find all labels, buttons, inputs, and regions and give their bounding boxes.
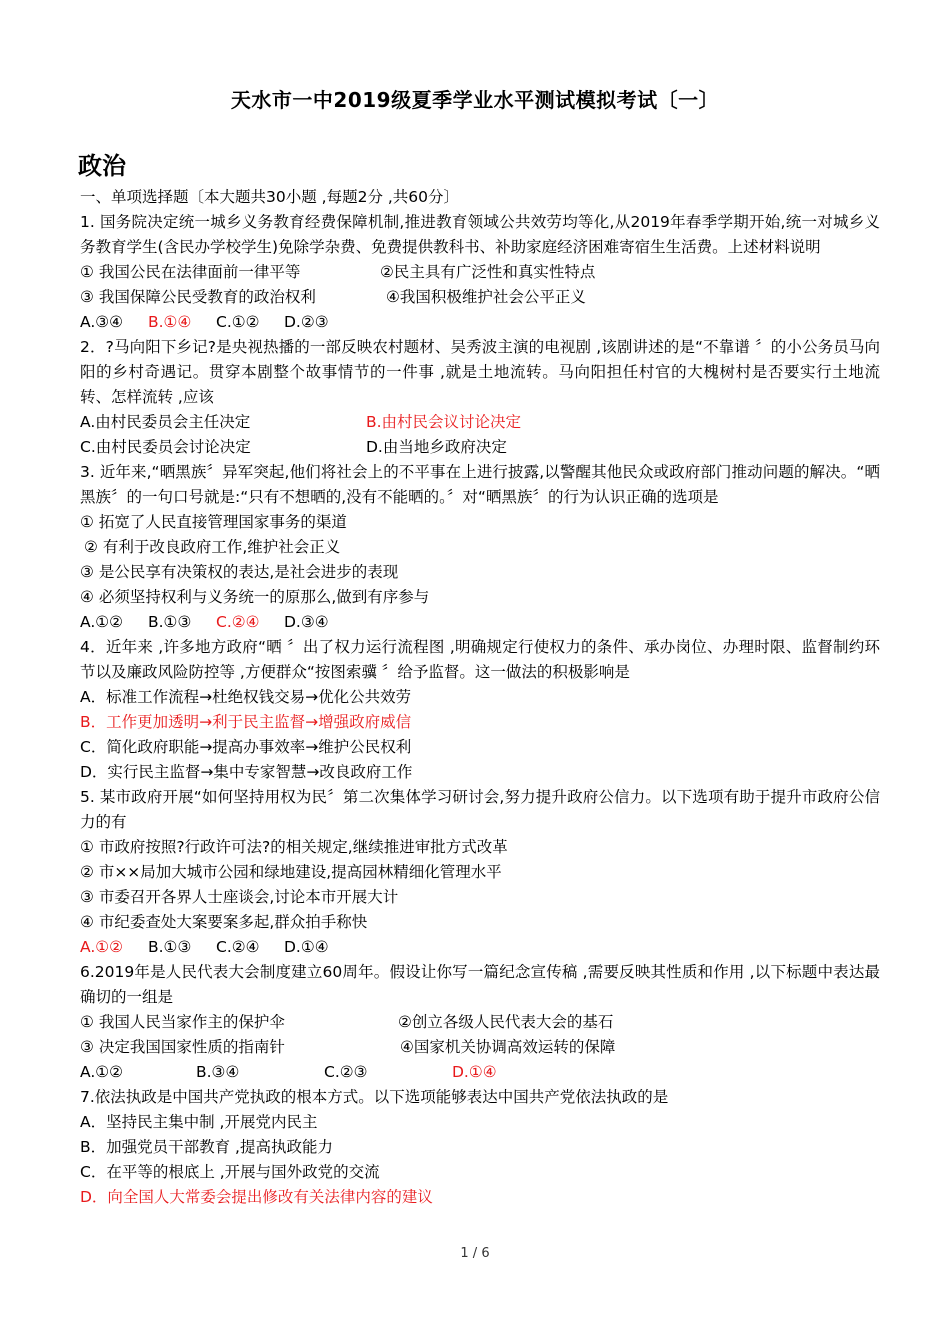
question-6-options: [80, 1060, 880, 1085]
statement-3: ③ 决定我国国家性质的指南针: [80, 1038, 285, 1056]
option-c: C.②④: [216, 938, 260, 956]
question-3-stem: 3. 近年来,“晒黑族〞异军突起,他们将社会上的不平事在上进行披露,以警醒其他民众或政府部门推动问题的解决。“晒黑族〞的一句口号就是:“只有不想晒的,没有不能晒的。〞对“晒黑族〞的行为认识正确的选项是: [80, 463, 880, 506]
statement-2: ②创立各级人民代表大会的基石: [398, 1013, 614, 1031]
question-2-stem: 2．?马向阳下乡记?是央视热播的一部反映农村题材、吴秀波主演的电视剧 ,该剧讲述的是“不靠谱 〞的小公务员马向阳的乡村奇遇记。贯穿本剧整个故事情节的一件事 ,就是土地流转。马向阳担任村官的大槐树村是否要实行土地流转、怎样流转 ,应该: [80, 338, 880, 406]
option-d: D.③④: [284, 613, 329, 631]
statement-2: ② 有利于改良政府工作,维护社会正义: [84, 538, 341, 556]
question-6-statements-row-1: [80, 1010, 880, 1035]
statement-1: ① 市政府按照?行政许可法?的相关规定,继续推进审批方式改革: [80, 838, 508, 856]
statement-3: ③ 市委召开各界人士座谈会,讨论本市开展大计: [80, 888, 399, 906]
option-b-answer: B.①④: [148, 313, 192, 331]
statement-4: ④国家机关协调高效运转的保障: [400, 1038, 616, 1056]
question-2-options-row-2: [80, 435, 880, 460]
page-number: 1 / 6: [460, 1246, 490, 1261]
option-d: D.由当地乡政府决定: [366, 438, 507, 456]
option-a-answer: A.①②: [80, 938, 124, 956]
option-a: A.①②: [80, 1063, 124, 1081]
question-4-stem: 4．近年来 ,许多地方政府“晒 〞出了权力运行流程图 ,明确规定行使权力的条件、承办岗位、办理时限、监督制约环节以及廉政风险防控等 ,方便群众“按图索骥 〞给予监督。这一做法的积极影响是: [80, 638, 880, 681]
question-6-statements-row-2: [80, 1035, 880, 1060]
statement-1: ① 我国人民当家作主的保护伞: [80, 1013, 285, 1031]
option-a: A．坚持民主集中制 ,开展党内民主: [80, 1113, 318, 1131]
question-1-options: [80, 310, 880, 335]
option-d-answer: D.①④: [452, 1063, 497, 1081]
statement-4: ④我国积极维护社会公平正义: [386, 288, 586, 306]
question-1-statements-row-2: [80, 285, 880, 310]
section-heading: 一、单项选择题〔本大题共30小题 ,每题2分 ,共60分〕: [80, 188, 460, 206]
question-7-stem: 7.依法执政是中国共产党执政的根本方式。以下选项能够表达中国共产党依法执政的是: [80, 1088, 669, 1106]
option-c: C.②③: [324, 1063, 368, 1081]
option-b: B.③④: [196, 1063, 240, 1081]
question-2-options-row-1: [80, 410, 880, 435]
question-list: [80, 185, 880, 1210]
exam-title: 天水市一中2019级夏季学业水平测试模拟考试〔一〕: [230, 88, 720, 112]
question-3-options: [80, 610, 880, 635]
option-a: A.由村民委员会主任决定: [80, 413, 251, 431]
option-b-answer: B.由村民会议讨论决定: [366, 413, 522, 431]
statement-3: ③ 是公民享有决策权的表达,是社会进步的表现: [80, 563, 399, 581]
option-b: B.①③: [148, 938, 192, 956]
option-d: D.①④: [284, 938, 329, 956]
question-6-stem: 6.2019年是人民代表大会制度建立60周年。假设让你写一篇纪念宣传稿 ,需要反映其性质和作用 ,以下标题中表达最确切的一组是: [80, 963, 880, 1006]
statement-3: ③ 我国保障公民受教育的政治权利: [80, 288, 316, 306]
statement-1: ① 拓宽了人民直接管理国家事务的渠道: [80, 513, 347, 531]
question-5-options: [80, 935, 880, 960]
statement-2: ②民主具有广泛性和真实性特点: [380, 263, 596, 281]
question-1-stem: 1. 国务院决定统一城乡义务教育经费保障机制,推进教育领域公共效劳均等化,从2019年春季学期开始,统一对城乡义务教育学生(含民办学校学生)免除学杂费、免费提供教科书、补助家庭经济困难寄宿生生活费。上述材料说明: [80, 213, 880, 256]
option-a: A.③④: [80, 313, 124, 331]
option-c: C．简化政府职能→提高办事效率→维护公民权利: [80, 738, 412, 756]
option-c: C.由村民委员会讨论决定: [80, 438, 251, 456]
option-b-answer: B．工作更加透明→利于民主监督→增强政府威信: [80, 713, 412, 731]
option-c: C.①②: [216, 313, 260, 331]
option-a: A.①②: [80, 613, 124, 631]
option-c: C．在平等的根底上 ,开展与国外政党的交流: [80, 1163, 380, 1181]
subject-heading: 政治: [78, 152, 126, 180]
statement-1: ① 我国公民在法律面前一律平等: [80, 263, 301, 281]
statement-2: ② 市××局加大城市公园和绿地建设,提高园林精细化管理水平: [80, 863, 502, 881]
option-a: A．标准工作流程→杜绝权钱交易→优化公共效劳: [80, 688, 412, 706]
option-b: B.①③: [148, 613, 192, 631]
option-c-answer: C.②④: [216, 613, 260, 631]
option-b: B．加强党员干部教育 ,提高执政能力: [80, 1138, 333, 1156]
option-d: D.②③: [284, 313, 329, 331]
statement-4: ④ 必须坚持权利与义务统一的原那么,做到有序参与: [80, 588, 430, 606]
question-5-stem: 5. 某市政府开展“如何坚持用权为民〞第二次集体学习研讨会,努力提升政府公信力。以下选项有助于提升市政府公信力的有: [80, 788, 880, 831]
option-d-answer: D．向全国人大常委会提出修改有关法律内容的建议: [80, 1188, 433, 1206]
option-d: D．实行民主监督→集中专家智慧→改良政府工作: [80, 763, 413, 781]
question-1-statements-row-1: [80, 260, 880, 285]
statement-4: ④ 市纪委查处大案要案多起,群众拍手称快: [80, 913, 368, 931]
